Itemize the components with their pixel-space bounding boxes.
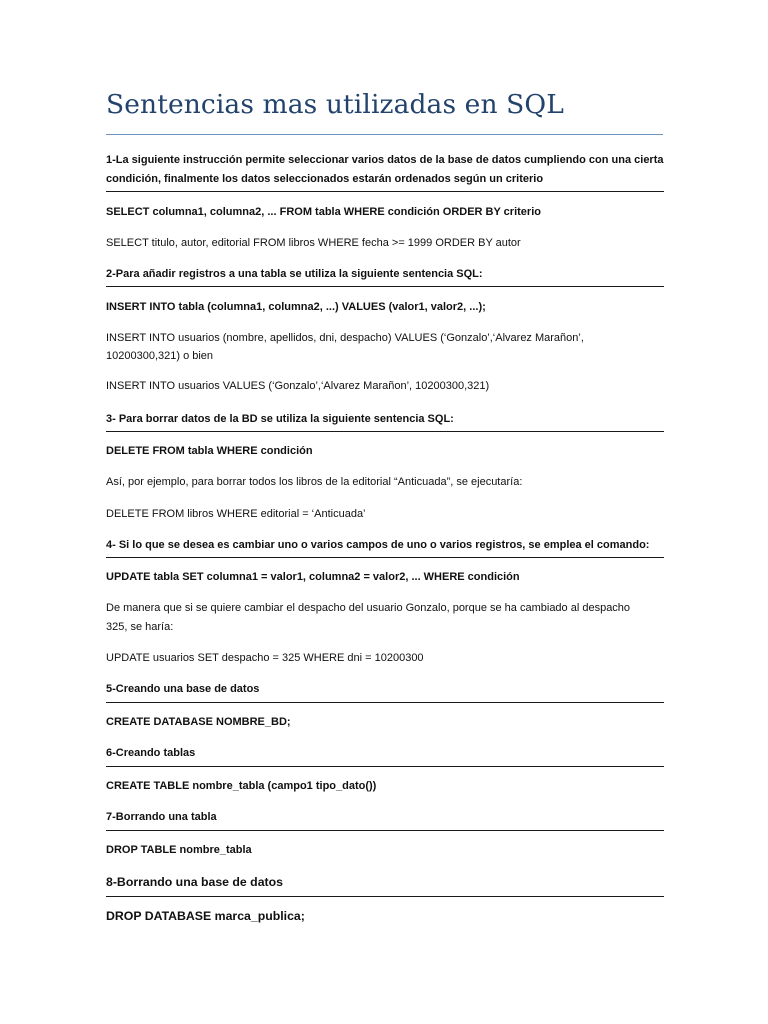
heading-2-rule [106, 286, 664, 287]
syntax-drop-table: DROP TABLE nombre_tabla [106, 844, 252, 856]
example-delete: DELETE FROM libros WHERE editorial = ‘Anticuada’ [106, 508, 366, 520]
page-title: Sentencias mas utilizadas en SQL [106, 89, 564, 120]
heading-7: 7-Borrando una tabla [106, 811, 217, 823]
heading-4: 4- Si lo que se desea es cambiar uno o varios campos de uno o varios registros, se emplea el comando: [106, 539, 650, 551]
example-insert-alt: INSERT INTO usuarios VALUES (‘Gonzalo’,‘Alvarez Marañon’, 10200300,321) [106, 380, 490, 392]
heading-8-rule [106, 896, 664, 897]
heading-1-line-1: 1-La siguiente instrucción permite seleccionar varios datos de la base de datos cumpliendo con una cierta [106, 154, 664, 166]
heading-4-rule [106, 557, 664, 558]
title-underline [106, 134, 663, 135]
heading-6-rule [106, 766, 664, 767]
example-insert-line-2: 10200300,321) o bien [106, 350, 214, 362]
example-update: UPDATE usuarios SET despacho = 325 WHERE dni = 10200300 [106, 652, 424, 664]
example-update-intro-line-2: 325, se haría: [106, 621, 174, 633]
heading-1-line-2: condición, finalmente los datos seleccionados estarán ordenados según un criterio [106, 173, 544, 185]
example-update-intro-line-1: De manera que si se quiere cambiar el despacho del usuario Gonzalo, porque se ha cambiado al despacho [106, 602, 631, 614]
syntax-select: SELECT columna1, columna2, ... FROM tabla WHERE condición ORDER BY criterio [106, 206, 541, 218]
heading-6: 6-Creando tablas [106, 747, 196, 759]
syntax-create-database: CREATE DATABASE NOMBRE_BD; [106, 716, 291, 728]
example-select: SELECT titulo, autor, editorial FROM libros WHERE fecha >= 1999 ORDER BY autor [106, 237, 521, 249]
heading-8: 8-Borrando una base de datos [106, 875, 283, 889]
example-delete-intro: Así, por ejemplo, para borrar todos los libros de la editorial “Anticuada”, se ejecutaría: [106, 476, 523, 488]
heading-3: 3- Para borrar datos de la BD se utiliza la siguiente sentencia SQL: [106, 413, 454, 425]
syntax-insert: INSERT INTO tabla (columna1, columna2, ...) VALUES (valor1, valor2, ...); [106, 301, 486, 313]
syntax-create-table: CREATE TABLE nombre_tabla (campo1 tipo_dato()) [106, 780, 377, 792]
heading-3-rule [106, 431, 664, 432]
syntax-delete: DELETE FROM tabla WHERE condición [106, 445, 313, 457]
heading-5-rule [106, 702, 664, 703]
syntax-drop-database: DROP DATABASE marca_publica; [106, 909, 305, 923]
heading-7-rule [106, 830, 664, 831]
heading-1-rule [106, 191, 664, 192]
heading-2: 2-Para añadir registros a una tabla se utiliza la siguiente sentencia SQL: [106, 268, 483, 280]
heading-5: 5-Creando una base de datos [106, 683, 260, 695]
syntax-update: UPDATE tabla SET columna1 = valor1, columna2 = valor2, ... WHERE condición [106, 571, 520, 583]
example-insert-line-1: INSERT INTO usuarios (nombre, apellidos, dni, despacho) VALUES (‘Gonzalo’,‘Alvarez Marañon’, [106, 332, 584, 344]
